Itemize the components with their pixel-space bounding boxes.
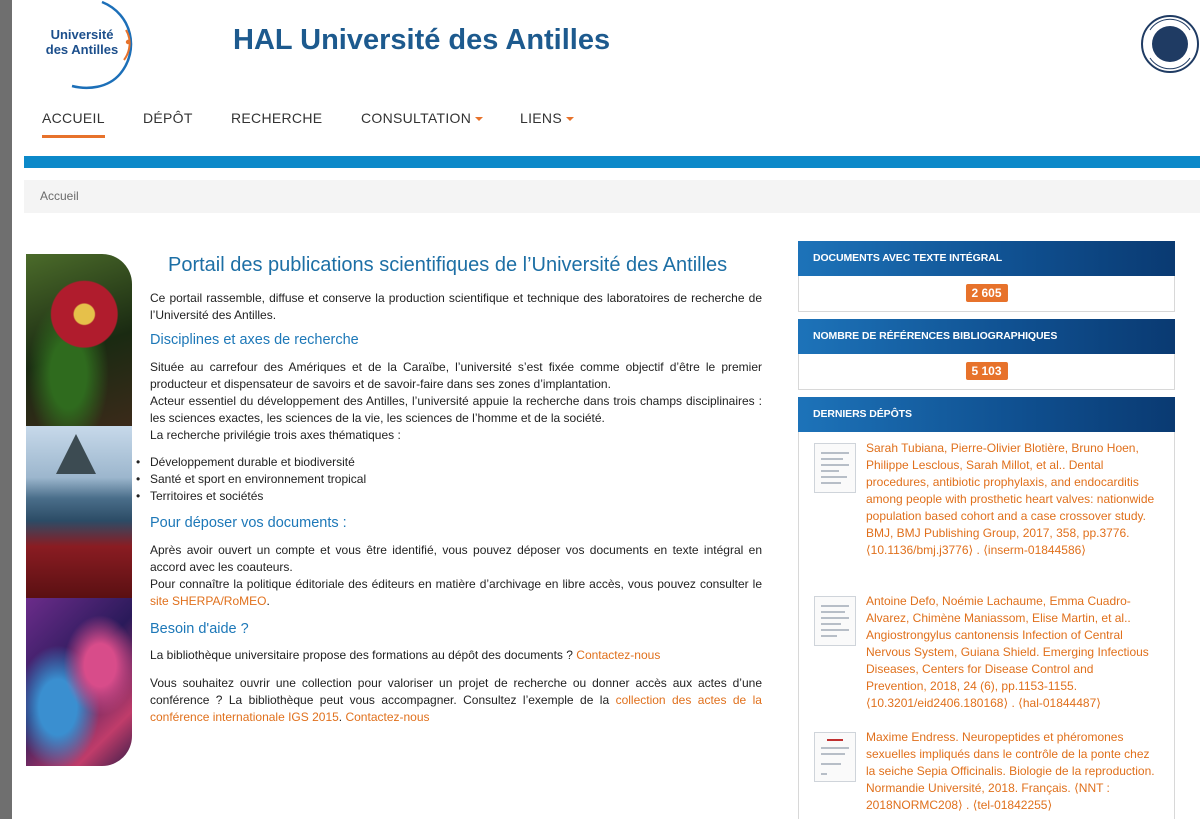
igs-2015-collection-link[interactable]: collection des actes de la conférence internationale IGS 2015 xyxy=(150,693,762,724)
deposit-paragraph-2 xyxy=(150,576,762,610)
intro-paragraph: Ce portail rassemble, diffuse et conserve la production scientifique et technique des laboratoires de recherche de l’Université des Antilles. xyxy=(150,291,762,322)
recent-deposits-panel-header xyxy=(798,397,1175,432)
nav-recherche[interactable] xyxy=(231,110,322,126)
nav-consultation[interactable] xyxy=(361,110,483,126)
nav-depot-label: DÉPÔT xyxy=(143,110,193,126)
document-thumbnail-icon[interactable] xyxy=(814,443,856,493)
thematic-axes-list xyxy=(136,454,366,505)
caret-down-icon xyxy=(566,117,574,121)
references-panel-body xyxy=(798,354,1175,390)
list-item xyxy=(814,593,1164,717)
document-thumbnail-icon[interactable] xyxy=(814,596,856,646)
disciplines-paragraph-2: Acteur essentiel du développement des Antilles, l’université appuie la recherche dans trois champs disciplinaires : les sciences exactes, les sciences de la vie, les sciences de l’homme et de la société. xyxy=(150,394,762,425)
contact-us-link-2[interactable]: Contactez-nous xyxy=(345,710,430,724)
caret-down-icon xyxy=(475,117,483,121)
nav-liens-label: LIENS xyxy=(520,110,562,126)
deposit-paragraph-1: Après avoir ouvert un compte et vous être identifié, vous pouvez déposer vos documents en texte intégral en accord avec les coauteurs. xyxy=(150,543,762,574)
painted-face-photo xyxy=(26,598,132,766)
disciplines-paragraph-3: La recherche privilégie trois axes thématiques : xyxy=(150,428,401,442)
sea-rowers-photo xyxy=(26,426,132,598)
fulltext-panel-header xyxy=(798,241,1175,276)
universite-logo[interactable] xyxy=(32,0,137,90)
help-paragraph-1 xyxy=(150,647,762,664)
list-item: • Développement durable et biodiversité xyxy=(136,454,366,471)
deposit-paragraph-2-end: . xyxy=(266,594,270,608)
references-panel-title: NOMBRE DE RÉFÉRENCES BIBLIOGRAPHIQUES xyxy=(813,330,1058,342)
contact-us-link[interactable]: Contactez-nous xyxy=(576,648,661,662)
references-count-badge[interactable]: 5 103 xyxy=(965,362,1007,380)
window-edge-gap xyxy=(12,0,24,819)
hal-archives-ouvertes-icon xyxy=(1140,12,1200,76)
help-paragraph-2-text: Vous souhaitez ouvrir une collection pour valoriser un projet de recherche ou donner accès aux actes d’une conférence ? La bibliothèque peut vous accompagner. Consultez l’exemple de la xyxy=(150,676,762,707)
disciplines-paragraph-1: Située au carrefour des Amériques et de la Caraïbe, l’université s’est fixée comme objectif d’être le premier producteur et dispensateur de savoirs et de savoir-faire dans ses zones d’implantation. xyxy=(150,360,762,391)
nav-accueil[interactable] xyxy=(42,110,105,138)
section-deposit-title: Pour déposer vos documents : xyxy=(150,515,347,531)
breadcrumb-accueil[interactable]: Accueil xyxy=(40,189,79,203)
deposit-citation-link[interactable]: Antoine Defo, Noémie Lachaume, Emma Cuadro-Alvarez, Chimène Maniassom, Elise Martin, et al.. Angiostrongylus cantonensis Infection of Central Nervous System, Guiana Shield. Emerging Infectious Diseases, Centers for Disease Control and Prevention, 2018, 24 (6), pp.1153-1155. ⟨10.3201/eid2406.180168⟩ . ⟨hal-01844487⟩ xyxy=(866,594,1149,710)
nav-accueil-label: ACCUEIL xyxy=(42,110,105,126)
nav-recherche-label: RECHERCHE xyxy=(231,110,323,126)
header-divider-band xyxy=(24,156,1200,168)
section-help-title: Besoin d'aide ? xyxy=(150,621,249,637)
fulltext-panel-body xyxy=(798,276,1175,312)
sherpa-romeo-link[interactable]: site SHERPA/RoMEO xyxy=(150,594,267,608)
section-disciplines-title: Disciplines et axes de recherche xyxy=(150,332,359,348)
references-panel-header xyxy=(798,319,1175,354)
rock-island-shape xyxy=(56,434,96,474)
deposit-paragraph-2-text: Pour connaître la politique éditoriale des éditeurs en matière d’archivage en libre accès, vous pouvez consulter le xyxy=(150,577,762,591)
list-item: • Territoires et sociétés xyxy=(136,488,366,505)
portal-title: Portail des publications scientifiques de l’Université des Antilles xyxy=(168,254,728,276)
nav-depot[interactable] xyxy=(143,110,193,126)
recent-deposits-title: DERNIERS DÉPÔTS xyxy=(813,408,912,420)
list-item: • Santé et sport en environnement tropical xyxy=(136,471,366,488)
deposit-citation-link[interactable]: Sarah Tubiana, Pierre-Olivier Blotière, Bruno Hoen, Philippe Lesclous, Sarah Millot, et al.. Dental procedures, antibiotic prophylaxis, and endocarditis among people with prosthetic heart valves: nationwide population based cohort and a case crossover study. BMJ, BMJ Publishing Group, 2017, 358, pp.3776. ⟨10.1136/bmj.j3776⟩ . ⟨inserm-01844586⟩ xyxy=(866,441,1155,557)
main-navigation xyxy=(24,100,1200,144)
deposit-citation-link[interactable]: Maxime Endress. Neuropeptides et phéromones sexuelles impliqués dans le contrôle de la ponte chez la seiche Sepia Officinalis. Biologie de la reproduction. Normandie Université, 2018. Français. ⟨NNT : 2018NORMC208⟩ . ⟨tel-01842255⟩ xyxy=(866,730,1155,812)
hal-logo[interactable] xyxy=(1140,12,1200,76)
list-item xyxy=(814,729,1164,819)
site-header xyxy=(24,0,1200,90)
site-title[interactable]: HAL Université des Antilles xyxy=(233,24,611,56)
nav-consultation-label: CONSULTATION xyxy=(361,110,472,126)
flower-photo xyxy=(26,254,132,426)
window-edge xyxy=(0,0,12,819)
list-item xyxy=(814,440,1164,580)
help-paragraph-1-text: La bibliothèque universitaire propose des formations au dépôt des documents ? xyxy=(150,648,577,662)
breadcrumb xyxy=(24,180,1200,213)
logo-text: Université des Antilles xyxy=(45,27,119,57)
document-thumbnail-icon[interactable] xyxy=(814,732,856,782)
decorative-photo-strip xyxy=(26,254,132,766)
fulltext-panel-title: DOCUMENTS AVEC TEXTE INTÉGRAL xyxy=(813,252,1003,264)
help-paragraph-2-mid: . xyxy=(338,710,346,724)
nav-liens[interactable] xyxy=(520,110,574,126)
fulltext-count-badge[interactable]: 2 605 xyxy=(965,284,1007,302)
recent-deposits-panel-body xyxy=(798,432,1175,819)
help-paragraph-2 xyxy=(150,675,762,726)
